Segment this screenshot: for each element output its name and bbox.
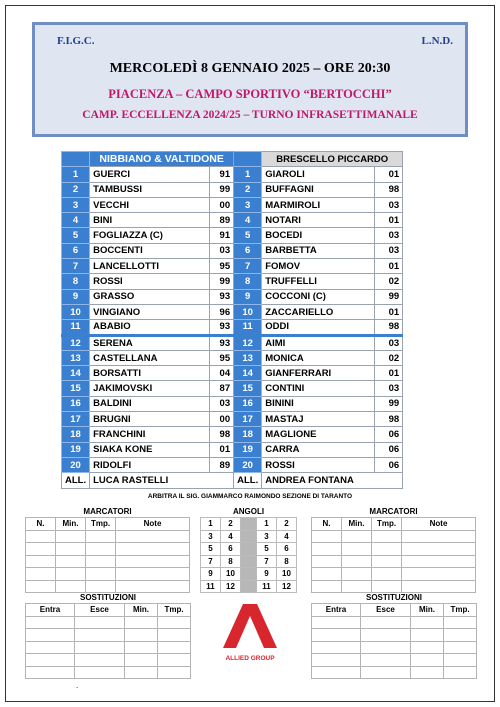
- lnd-label: L.N.D.: [421, 35, 453, 47]
- home-coach-name: LUCA RASTELLI: [90, 473, 234, 488]
- match-date-time: MERCOLEDÌ 8 GENNAIO 2025 – ORE 20:30: [109, 61, 391, 76]
- home-coach-label: ALL.: [62, 473, 90, 488]
- away-player-number: 4: [234, 213, 262, 228]
- home-corner-cell: 10: [221, 568, 241, 581]
- referee-line: ARBITRA IL SIG. GIAMMARCO RAIMONDO SEZIONE DI TARANTO: [147, 493, 353, 500]
- sponsor-logo: [216, 604, 284, 662]
- home-team-name: NIBBIANO & VALTIDONE: [90, 152, 234, 167]
- home-player-year: 99: [210, 274, 234, 289]
- subs-col-in: Entra: [312, 604, 361, 617]
- footer-dot: .: [76, 681, 79, 690]
- away-player-year: 03: [375, 197, 403, 212]
- home-player-year: 00: [210, 412, 234, 427]
- away-corner-cell: 4: [277, 530, 297, 543]
- home-player-number: 8: [62, 274, 90, 289]
- home-player-name: ROSSI: [90, 274, 210, 289]
- away-player-number: 11: [234, 320, 262, 335]
- away-player-number: 17: [234, 412, 262, 427]
- sponsor-name: ALLIED GROUP: [225, 655, 275, 662]
- away-player-year: 03: [375, 243, 403, 258]
- player-row: [62, 213, 403, 228]
- home-player-number: 13: [62, 350, 90, 365]
- home-num-header: [62, 152, 90, 167]
- away-player-year: 99: [375, 289, 403, 304]
- subs-col-out: Esce: [75, 604, 125, 617]
- away-corner-cell: 5: [257, 543, 277, 556]
- away-corner-cell: 3: [257, 530, 277, 543]
- scorers-col-min: Min.: [342, 518, 372, 531]
- home-player-year: 98: [210, 427, 234, 442]
- away-player-name: COCCONI (C): [262, 289, 375, 304]
- away-player-year: 99: [375, 396, 403, 411]
- home-corner-cell: 6: [221, 543, 241, 556]
- away-player-year: 01: [375, 213, 403, 228]
- subs-col-tmp: Tmp.: [444, 604, 477, 617]
- home-player-number: 19: [62, 442, 90, 457]
- away-player-year: 06: [375, 457, 403, 472]
- player-row: [62, 335, 403, 350]
- away-player-year: 01: [375, 167, 403, 182]
- home-player-year: 89: [210, 213, 234, 228]
- away-player-number: 9: [234, 289, 262, 304]
- away-player-number: 10: [234, 304, 262, 319]
- away-player-year: 01: [375, 304, 403, 319]
- home-scorers-table: [25, 505, 190, 593]
- player-row: [62, 381, 403, 396]
- away-player-year: 01: [375, 366, 403, 381]
- home-player-number: 9: [62, 289, 90, 304]
- away-player-name: NOTARI: [262, 213, 375, 228]
- home-player-name: FRANCHINI: [90, 427, 210, 442]
- away-player-year: 98: [375, 412, 403, 427]
- home-player-name: SERENA: [90, 335, 210, 350]
- coach-row: [62, 473, 403, 488]
- match-header: [32, 22, 468, 137]
- away-player-name: MARMIROLI: [262, 197, 375, 212]
- corners-divider: [241, 543, 257, 556]
- player-row: [62, 182, 403, 197]
- away-player-number: 3: [234, 197, 262, 212]
- corners-divider: [241, 580, 257, 593]
- home-player-name: GUERCI: [90, 167, 210, 182]
- away-substitutions-table: [311, 591, 477, 679]
- away-player-name: AIMI: [262, 335, 375, 350]
- home-player-number: 12: [62, 335, 90, 350]
- home-player-year: 89: [210, 457, 234, 472]
- away-player-number: 12: [234, 335, 262, 350]
- corners-table: [200, 505, 297, 593]
- away-player-name: TRUFFELLI: [262, 274, 375, 289]
- home-player-name: BOCCENTI: [90, 243, 210, 258]
- corners-row: [201, 580, 297, 593]
- home-player-name: BRUGNI: [90, 412, 210, 427]
- scorers-col-note: Note: [116, 518, 190, 531]
- home-player-year: 04: [210, 366, 234, 381]
- home-player-name: BORSATTI: [90, 366, 210, 381]
- home-player-number: 10: [62, 304, 90, 319]
- home-corner-cell: 8: [221, 555, 241, 568]
- corners-row: [201, 555, 297, 568]
- scorers-col-min: Min.: [56, 518, 86, 531]
- home-player-year: 91: [210, 228, 234, 243]
- away-corner-cell: 8: [277, 555, 297, 568]
- home-player-number: 3: [62, 197, 90, 212]
- away-player-name: CONTINI: [262, 381, 375, 396]
- home-player-year: 95: [210, 350, 234, 365]
- scorers-col-n: N.: [26, 518, 56, 531]
- home-player-year: 93: [210, 289, 234, 304]
- player-row: [62, 412, 403, 427]
- home-corner-cell: 5: [201, 543, 221, 556]
- home-player-number: 14: [62, 366, 90, 381]
- away-team-name: BRESCELLO PICCARDO: [262, 152, 403, 167]
- home-player-year: 91: [210, 167, 234, 182]
- away-player-name: BOCEDI: [262, 228, 375, 243]
- subs-col-out: Esce: [361, 604, 411, 617]
- away-coach-label: ALL.: [234, 473, 262, 488]
- away-scorers-title: MARCATORI: [312, 505, 476, 518]
- match-venue: PIACENZA – CAMPO SPORTIVO “BERTOCCHI”: [108, 87, 392, 101]
- away-player-year: 02: [375, 274, 403, 289]
- away-corner-cell: 6: [277, 543, 297, 556]
- away-player-year: 02: [375, 350, 403, 365]
- player-row: [62, 304, 403, 319]
- away-subs-title: SOSTITUZIONI: [312, 591, 477, 604]
- subs-col-min: Min.: [125, 604, 158, 617]
- away-player-number: 15: [234, 381, 262, 396]
- home-corner-cell: 11: [201, 580, 221, 593]
- away-corner-cell: 10: [277, 568, 297, 581]
- teams-row: [62, 152, 403, 167]
- figc-label: F.I.G.C.: [57, 35, 95, 47]
- player-row: [62, 427, 403, 442]
- corners-divider: [241, 530, 257, 543]
- allied-logo-icon: [223, 604, 277, 648]
- home-player-number: 17: [62, 412, 90, 427]
- home-player-name: CASTELLANA: [90, 350, 210, 365]
- home-player-name: BALDINI: [90, 396, 210, 411]
- away-player-name: ZACCARIELLO: [262, 304, 375, 319]
- competition-name: CAMP. ECCELLENZA 2024/25 – TURNO INFRASETTIMANALE: [82, 109, 418, 121]
- away-corner-cell: 9: [257, 568, 277, 581]
- away-player-year: 98: [375, 320, 403, 335]
- home-player-year: 96: [210, 304, 234, 319]
- away-player-number: 13: [234, 350, 262, 365]
- corners-row: [201, 568, 297, 581]
- away-num-header: [234, 152, 262, 167]
- away-player-name: ODDI: [262, 320, 375, 335]
- home-player-number: 18: [62, 427, 90, 442]
- home-player-name: LANCELLOTTI: [90, 259, 210, 274]
- away-player-name: BUFFAGNI: [262, 182, 375, 197]
- home-player-name: SIAKA KONE: [90, 442, 210, 457]
- subs-col-min: Min.: [411, 604, 444, 617]
- away-player-name: BARBETTA: [262, 243, 375, 258]
- home-substitutions-table: [25, 591, 191, 679]
- corners-row: [201, 543, 297, 556]
- away-player-number: 8: [234, 274, 262, 289]
- away-player-year: 03: [375, 228, 403, 243]
- home-corner-cell: 7: [201, 555, 221, 568]
- away-player-number: 20: [234, 457, 262, 472]
- away-player-name: BININI: [262, 396, 375, 411]
- home-player-number: 16: [62, 396, 90, 411]
- away-corner-cell: 1: [257, 518, 277, 531]
- away-player-year: 01: [375, 259, 403, 274]
- away-player-name: MASTAJ: [262, 412, 375, 427]
- away-player-number: 16: [234, 396, 262, 411]
- away-corner-cell: 2: [277, 518, 297, 531]
- home-player-year: 95: [210, 259, 234, 274]
- player-row: [62, 197, 403, 212]
- away-player-name: MONICA: [262, 350, 375, 365]
- player-row: [62, 396, 403, 411]
- player-row: [62, 274, 403, 289]
- away-player-name: GIANFERRARI: [262, 366, 375, 381]
- away-player-number: 18: [234, 427, 262, 442]
- away-player-year: 98: [375, 182, 403, 197]
- away-player-year: 06: [375, 442, 403, 457]
- scorers-col-tmp: Tmp.: [372, 518, 402, 531]
- home-player-year: 87: [210, 381, 234, 396]
- player-row: [62, 289, 403, 304]
- away-player-name: FOMOV: [262, 259, 375, 274]
- away-player-name: GIAROLI: [262, 167, 375, 182]
- home-corner-cell: 3: [201, 530, 221, 543]
- away-player-number: 19: [234, 442, 262, 457]
- home-player-year: 99: [210, 182, 234, 197]
- scorers-col-note: Note: [402, 518, 476, 531]
- scorers-col-tmp: Tmp.: [86, 518, 116, 531]
- home-player-number: 7: [62, 259, 90, 274]
- lineups-table: [61, 151, 403, 489]
- scorers-col-n: N.: [312, 518, 342, 531]
- away-scorers-table: [311, 505, 476, 593]
- away-corner-cell: 11: [257, 580, 277, 593]
- away-player-number: 14: [234, 366, 262, 381]
- away-player-name: ROSSI: [262, 457, 375, 472]
- player-row: [62, 442, 403, 457]
- away-corner-cell: 12: [277, 580, 297, 593]
- player-row: [62, 167, 403, 182]
- away-player-year: 03: [375, 381, 403, 396]
- home-player-number: 15: [62, 381, 90, 396]
- away-player-year: 06: [375, 427, 403, 442]
- away-player-name: CARRA: [262, 442, 375, 457]
- home-player-number: 4: [62, 213, 90, 228]
- player-row: [62, 320, 403, 335]
- home-player-name: VINGIANO: [90, 304, 210, 319]
- home-player-year: 93: [210, 320, 234, 335]
- home-corner-cell: 1: [201, 518, 221, 531]
- away-corner-cell: 7: [257, 555, 277, 568]
- corners-row: [201, 530, 297, 543]
- player-row: [62, 457, 403, 472]
- home-player-year: 01: [210, 442, 234, 457]
- home-player-name: TAMBUSSI: [90, 182, 210, 197]
- subs-col-tmp: Tmp.: [158, 604, 191, 617]
- player-row: [62, 366, 403, 381]
- corners-title: ANGOLI: [232, 506, 265, 516]
- home-player-number: 11: [62, 320, 90, 335]
- home-player-number: 20: [62, 457, 90, 472]
- away-player-number: 2: [234, 182, 262, 197]
- player-row: [62, 350, 403, 365]
- home-player-year: 03: [210, 396, 234, 411]
- player-row: [62, 228, 403, 243]
- player-row: [62, 259, 403, 274]
- home-player-year: 00: [210, 197, 234, 212]
- home-player-number: 1: [62, 167, 90, 182]
- subs-col-in: Entra: [26, 604, 75, 617]
- away-player-number: 7: [234, 259, 262, 274]
- home-player-name: RIDOLFI: [90, 457, 210, 472]
- away-player-number: 6: [234, 243, 262, 258]
- home-scorers-title: MARCATORI: [26, 505, 190, 518]
- corners-divider: [241, 568, 257, 581]
- home-player-name: ABABIO: [90, 320, 210, 335]
- home-corner-cell: 2: [221, 518, 241, 531]
- corners-row: [201, 518, 297, 531]
- away-coach-name: ANDREA FONTANA: [262, 473, 403, 488]
- home-player-name: GRASSO: [90, 289, 210, 304]
- home-player-number: 2: [62, 182, 90, 197]
- home-player-name: JAKIMOVSKI: [90, 381, 210, 396]
- corners-divider: [241, 518, 257, 531]
- home-corner-cell: 4: [221, 530, 241, 543]
- home-player-name: VECCHI: [90, 197, 210, 212]
- home-player-number: 5: [62, 228, 90, 243]
- home-player-name: BINI: [90, 213, 210, 228]
- away-player-name: MAGLIONE: [262, 427, 375, 442]
- away-player-number: 1: [234, 167, 262, 182]
- player-row: [62, 243, 403, 258]
- home-player-name: FOGLIAZZA (C): [90, 228, 210, 243]
- home-subs-title: SOSTITUZIONI: [26, 591, 191, 604]
- home-player-year: 93: [210, 335, 234, 350]
- home-corner-cell: 9: [201, 568, 221, 581]
- away-player-number: 5: [234, 228, 262, 243]
- away-player-year: 03: [375, 335, 403, 350]
- home-corner-cell: 12: [221, 580, 241, 593]
- home-player-year: 03: [210, 243, 234, 258]
- corners-divider: [241, 555, 257, 568]
- home-player-number: 6: [62, 243, 90, 258]
